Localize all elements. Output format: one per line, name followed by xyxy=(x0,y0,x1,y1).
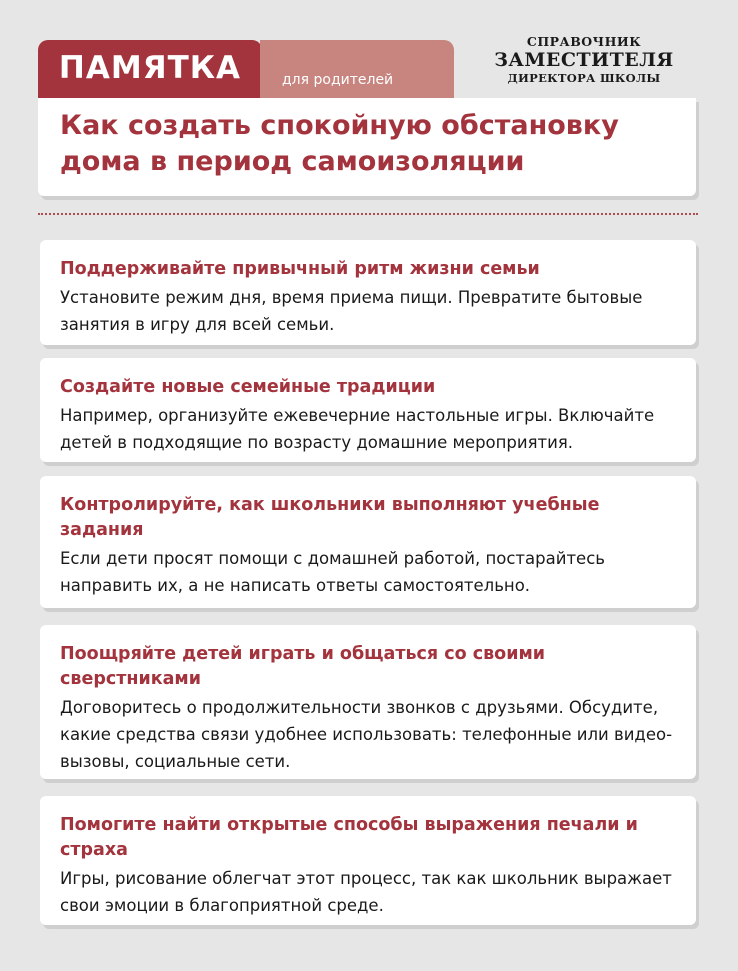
title-line-2: дома в период самоизоляции xyxy=(60,146,525,177)
tip-text: Установите режим дня, время приема пищи. Превратите бытовые занятия в игру для всей семьи. xyxy=(60,288,643,334)
tip-text: Например, организуйте ежевечерние настольные игры. Включайте детей в подходящие по возрасту домашние мероприятия. xyxy=(60,406,655,452)
tip-card-1 xyxy=(40,240,696,345)
tip-text: Если дети просят помощи с домашней работой, постарайтесь направить их, а не написать ответы самостоятельно. xyxy=(60,549,605,595)
tip-card-2 xyxy=(40,358,696,462)
audience-badge: для родителей xyxy=(260,40,454,98)
tip-heading: Поддерживайте привычный ритм жизни семьи xyxy=(60,259,540,279)
tip-card-4 xyxy=(40,625,696,779)
tip-heading: Помогите найти открытые способы выражения печали и страха xyxy=(60,815,638,860)
tip-heading: Поощряйте детей играть и общаться со своими сверстниками xyxy=(60,644,546,689)
title-box xyxy=(38,98,696,196)
publication-logo xyxy=(484,34,684,85)
memo-badge: ПАМЯТКА xyxy=(38,40,262,98)
tip-card-5 xyxy=(40,796,696,925)
tip-text: Договоритесь о продолжительности звонков с друзьями. Обсудите, какие средства связи удобнее использовать: телефонные или видео-вызовы, социальные сети. xyxy=(60,698,673,771)
tip-text: Игры, рисование облегчат этот процесс, так как школьник выражает свои эмоции в благоприятной среде. xyxy=(60,869,672,915)
title-line-1: Как создать спокойную обстановку xyxy=(60,110,619,141)
tip-heading: Создайте новые семейные традиции xyxy=(60,377,436,397)
tip-card-3 xyxy=(40,476,696,608)
logo-line-2: ЗАМЕСТИТЕЛЯ xyxy=(494,49,674,71)
logo-line-3: ДИРЕКТОРА ШКОЛЫ xyxy=(507,71,661,85)
tip-heading: Контролируйте, как школьники выполняют учебные задания xyxy=(60,495,600,540)
logo-line-1: СПРАВОЧНИК xyxy=(526,34,642,49)
page-title xyxy=(60,108,696,180)
dotted-divider xyxy=(38,213,698,215)
